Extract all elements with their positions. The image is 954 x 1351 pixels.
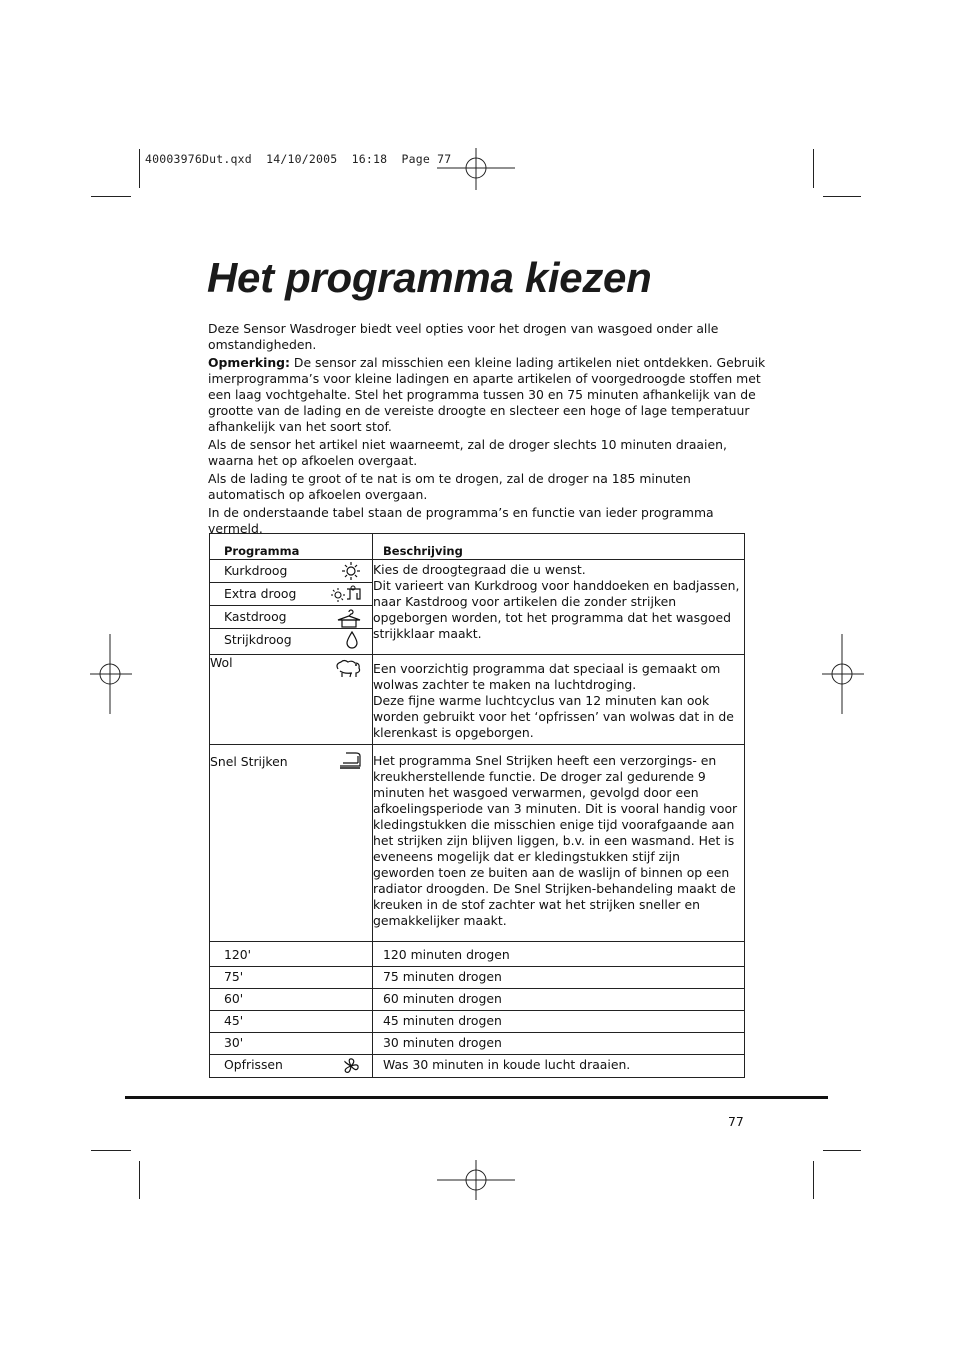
program-120: 120' (210, 942, 373, 967)
crop-mark (91, 196, 131, 197)
program-label: Snel Strijken (210, 754, 288, 769)
program-45: 45' (210, 1011, 373, 1033)
program-label: Extra droog (224, 586, 297, 601)
table-row (210, 989, 745, 1011)
crop-mark (139, 1161, 140, 1199)
crop-mark (823, 1150, 861, 1151)
intro-text (208, 321, 768, 539)
overload-paragraph: Als de lading te groot of te nat is om te drogen, zal de droger na 185 minuten automatisch op afkoelen overgaan. (208, 471, 691, 502)
table-row (210, 1055, 745, 1078)
drop-icon (340, 631, 362, 649)
footer-rule (125, 1096, 828, 1099)
program-kurkdroog (210, 560, 372, 583)
table-row (210, 745, 745, 942)
program-label: Kurkdroog (224, 563, 288, 578)
program-extra-droog (210, 583, 372, 606)
program-label: Strijkdroog (224, 632, 292, 647)
table-row (210, 1033, 745, 1055)
program-label: Kastdroog (224, 609, 287, 624)
table-header-row (210, 534, 745, 560)
note-label: Opmerking: (208, 355, 290, 370)
registration-mark-right (822, 634, 864, 714)
opfrissen-description: Was 30 minuten in koude lucht draaien. (373, 1055, 745, 1078)
sun-icon (340, 562, 362, 580)
program-30: 30' (210, 1033, 373, 1055)
fan-icon (340, 1057, 362, 1075)
registration-mark-bottom (437, 1160, 517, 1202)
note-text: De sensor zal misschien een kleine lading artikelen niet ontdekken. Gebruik imerprogramma’s voor kleine ladingen en aparte artikelen of voorgedroogde stoffen met een laag vochtgehalte. Stel het programma tussen 30 en 75 minuten afhankelijk van de grootte van de lading en de vereiste droogte en slecteer een hoge of lage temperatuur afhankelijk van het soort stof. (208, 355, 766, 434)
file-slug: 40003976Dut.qxd 14/10/2005 16:18 Page 77 (145, 152, 452, 166)
timed-description: 45 minuten drogen (373, 1011, 745, 1033)
table-row (210, 967, 745, 989)
timed-description: 30 minuten drogen (373, 1033, 745, 1055)
timed-description: 75 minuten drogen (373, 967, 745, 989)
note-paragraph (208, 355, 768, 435)
program-60: 60' (210, 989, 373, 1011)
table-row (210, 942, 745, 967)
program-kastdroog (210, 606, 372, 629)
program-snel-strijken (210, 745, 373, 942)
registration-mark-left (90, 634, 132, 714)
crop-mark (139, 149, 140, 188)
snel-strijken-description: Het programma Snel Strijken heeft een verzorgings- en kreukherstellende functie. De droger zal gedurende 9 minuten het wasgoed verwarmen, gevolgd door een afkoelingsperiode van 3 minuten. Dit is vooral handig voor kledingstukken die misschien enige tijd voorafgaande aan het strijken zijn blijven liggen, b.v. in een wasmand. Het is eveneens mogelijk dat er kledingstukken stijf zijn geworden toen ze buiten aan de waslijn of binnen op een radiator droogden. De Snel Strijken-behandeling maakt de kreuken in de stof zachter wat het strijken sneller en gemakkelijker maakt. (373, 745, 745, 942)
table-row (210, 655, 745, 745)
sheep-icon (334, 659, 362, 679)
crop-mark (813, 149, 814, 188)
iron-icon (338, 751, 362, 769)
table-row (210, 560, 745, 655)
program-wol (210, 655, 373, 745)
program-label: Wol (210, 655, 233, 670)
timed-description: 60 minuten drogen (373, 989, 745, 1011)
program-strijkdroog (210, 629, 372, 651)
page-number: 77 (728, 1114, 744, 1129)
header-program: Programma (210, 534, 373, 560)
sensor-paragraph: Als de sensor het artikel niet waarneemt, zal de droger slechts 10 minuten draaien, waarna het op afkoelen overgaat. (208, 437, 727, 468)
table-row (210, 1011, 745, 1033)
crop-mark (813, 1161, 814, 1199)
timed-description: 120 minuten drogen (373, 942, 745, 967)
program-75: 75' (210, 967, 373, 989)
wol-description: Een voorzichtig programma dat speciaal is gemaakt om wolwas zachter te maken na luchtdroging. Deze fijne warme luchtcyclus van 12 minuten kan ook worden gebruikt voor het ‘opfrissen’ van wolwas dat in de klerenkast is opgeborgen. (373, 655, 745, 745)
header-description: Beschrijving (373, 534, 745, 560)
crop-mark (91, 1150, 131, 1151)
page-title: Het programma kiezen (207, 254, 652, 301)
program-label: Opfrissen (224, 1057, 283, 1072)
sun-hanger-icon (330, 585, 362, 603)
program-opfrissen (210, 1055, 373, 1078)
dryness-description: Kies de droogtegraad die u wenst. Dit varieert van Kurkdroog voor handdoeken en badjassen, naar Kastdroog voor artikelen die zonder strijken opgeborgen worden, tot het programma dat het wasgoed strijkklaar maakt. (373, 560, 745, 655)
table-intro-paragraph: In de onderstaande tabel staan de programma’s en functie van ieder programma vermeld. (208, 505, 714, 536)
dryness-programs-cell (210, 560, 373, 655)
program-table (209, 533, 745, 1078)
intro-paragraph: Deze Sensor Wasdroger biedt veel opties voor het drogen van wasgoed onder alle omstandigheden. (208, 321, 719, 352)
hanger-icon (336, 608, 362, 626)
crop-mark (823, 196, 861, 197)
